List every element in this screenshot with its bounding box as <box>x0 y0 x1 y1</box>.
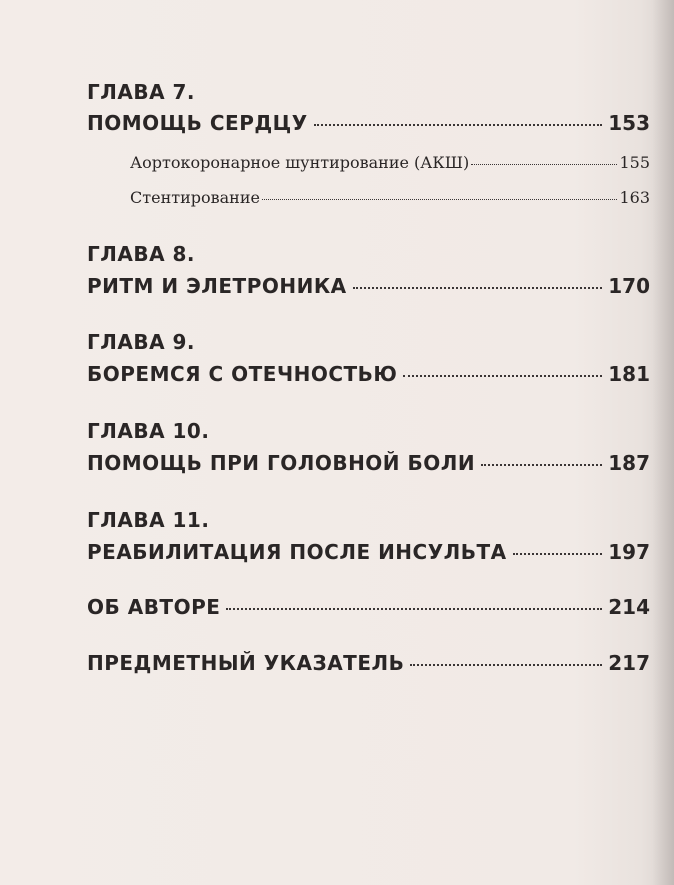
toc-entry-subject-index[interactable] <box>87 650 650 676</box>
toc-entry-chapter-8[interactable] <box>87 273 650 299</box>
chapter-9-label: ГЛАВА 9. <box>87 330 196 354</box>
entry-title: ПОМОЩЬ СЕРДЦУ <box>87 111 308 135</box>
toc-entry-chapter-7[interactable] <box>87 110 650 136</box>
chapter-7-label: ГЛАВА 7. <box>87 80 196 104</box>
dot-leader <box>314 124 603 126</box>
dot-leader <box>403 375 602 377</box>
toc-subentry-cabg[interactable] <box>130 152 650 174</box>
page-number: 181 <box>608 362 650 386</box>
entry-title: ПРЕДМЕТНЫЙ УКАЗАТЕЛЬ <box>87 651 405 675</box>
page-number: 214 <box>608 595 650 619</box>
dot-leader <box>471 164 617 165</box>
chapter-10-label: ГЛАВА 10. <box>87 419 210 443</box>
toc-subentry-stenting[interactable] <box>130 187 650 209</box>
page-number: 170 <box>608 274 650 298</box>
subentry-title: Аортокоронарное шунтирование (АКШ) <box>130 153 470 172</box>
toc-entry-chapter-10[interactable] <box>87 450 650 476</box>
entry-title: РЕАБИЛИТАЦИЯ ПОСЛЕ ИНСУЛЬТА <box>87 540 507 564</box>
entry-title: РИТМ И ЭЛЕТРОНИКА <box>87 274 347 298</box>
toc-entry-chapter-11[interactable] <box>87 539 650 565</box>
page-number: 155 <box>619 153 650 172</box>
page-number: 153 <box>608 111 650 135</box>
dot-leader <box>226 608 602 610</box>
page-number: 217 <box>608 651 650 675</box>
entry-title: ОБ АВТОРЕ <box>87 595 221 619</box>
dot-leader <box>513 553 603 555</box>
dot-leader <box>262 199 617 200</box>
chapter-8-label: ГЛАВА 8. <box>87 242 196 266</box>
dot-leader <box>353 287 603 289</box>
page-number: 197 <box>608 540 650 564</box>
chapter-11-label: ГЛАВА 11. <box>87 508 210 532</box>
subentry-title: Стентирование <box>130 188 260 207</box>
dot-leader <box>410 664 602 666</box>
dot-leader <box>481 464 602 466</box>
page-number: 163 <box>619 188 650 207</box>
page-number: 187 <box>608 451 650 475</box>
entry-title: ПОМОЩЬ ПРИ ГОЛОВНОЙ БОЛИ <box>87 451 476 475</box>
toc-entry-about-author[interactable] <box>87 594 650 620</box>
entry-title: БОРЕМСЯ С ОТЕЧНОСТЬЮ <box>87 362 398 386</box>
toc-entry-chapter-9[interactable] <box>87 361 650 387</box>
